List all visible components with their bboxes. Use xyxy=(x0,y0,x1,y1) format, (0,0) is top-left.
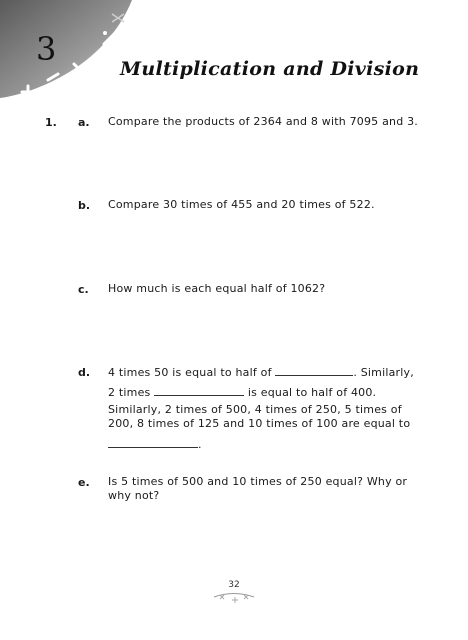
part-b-label: b. xyxy=(78,199,91,212)
part-c-text: How much is each equal half of 1062? xyxy=(108,282,326,295)
part-d-label: d. xyxy=(78,366,91,379)
answer-blank-3 xyxy=(108,437,198,448)
part-e-label: e. xyxy=(78,476,90,489)
part-d-line-1-start: 4 times 50 is equal to half of xyxy=(108,366,276,379)
part-d-line-5-end: . xyxy=(198,438,202,451)
part-d-line-2-start: 2 times xyxy=(108,386,155,399)
part-d-line-4: 200, 8 times of 125 and 10 times of 100 are equal to xyxy=(108,417,411,430)
part-c-label: c. xyxy=(78,283,89,296)
page-number: 32 xyxy=(228,580,240,590)
part-d-line-1 xyxy=(108,365,414,380)
footer-ornament-icon xyxy=(212,591,256,603)
chapter-title: Multiplication and Division xyxy=(120,58,420,80)
part-d-line-2-end: is equal to half of 400. xyxy=(244,386,377,399)
chapter-number: 3 xyxy=(36,30,57,68)
answer-blank-1 xyxy=(275,365,353,376)
part-a-label: a. xyxy=(78,116,90,129)
part-a-text: Compare the products of 2364 and 8 with 7095 and 3. xyxy=(108,115,418,128)
part-d-line-2 xyxy=(108,385,376,400)
part-b-text: Compare 30 times of 455 and 20 times of 522. xyxy=(108,198,375,211)
part-e-line-1: Is 5 times of 500 and 10 times of 250 equal? Why or xyxy=(108,475,408,488)
question-number: 1. xyxy=(45,116,57,129)
part-d-line-5 xyxy=(108,437,202,452)
part-d-line-1-end: . Similarly, xyxy=(353,366,414,379)
answer-blank-2 xyxy=(154,385,244,396)
part-d-line-3: Similarly, 2 times of 500, 4 times of 250, 5 times of xyxy=(108,403,402,416)
chapter-corner-decoration xyxy=(0,0,140,110)
part-e-line-2: why not? xyxy=(108,489,160,502)
